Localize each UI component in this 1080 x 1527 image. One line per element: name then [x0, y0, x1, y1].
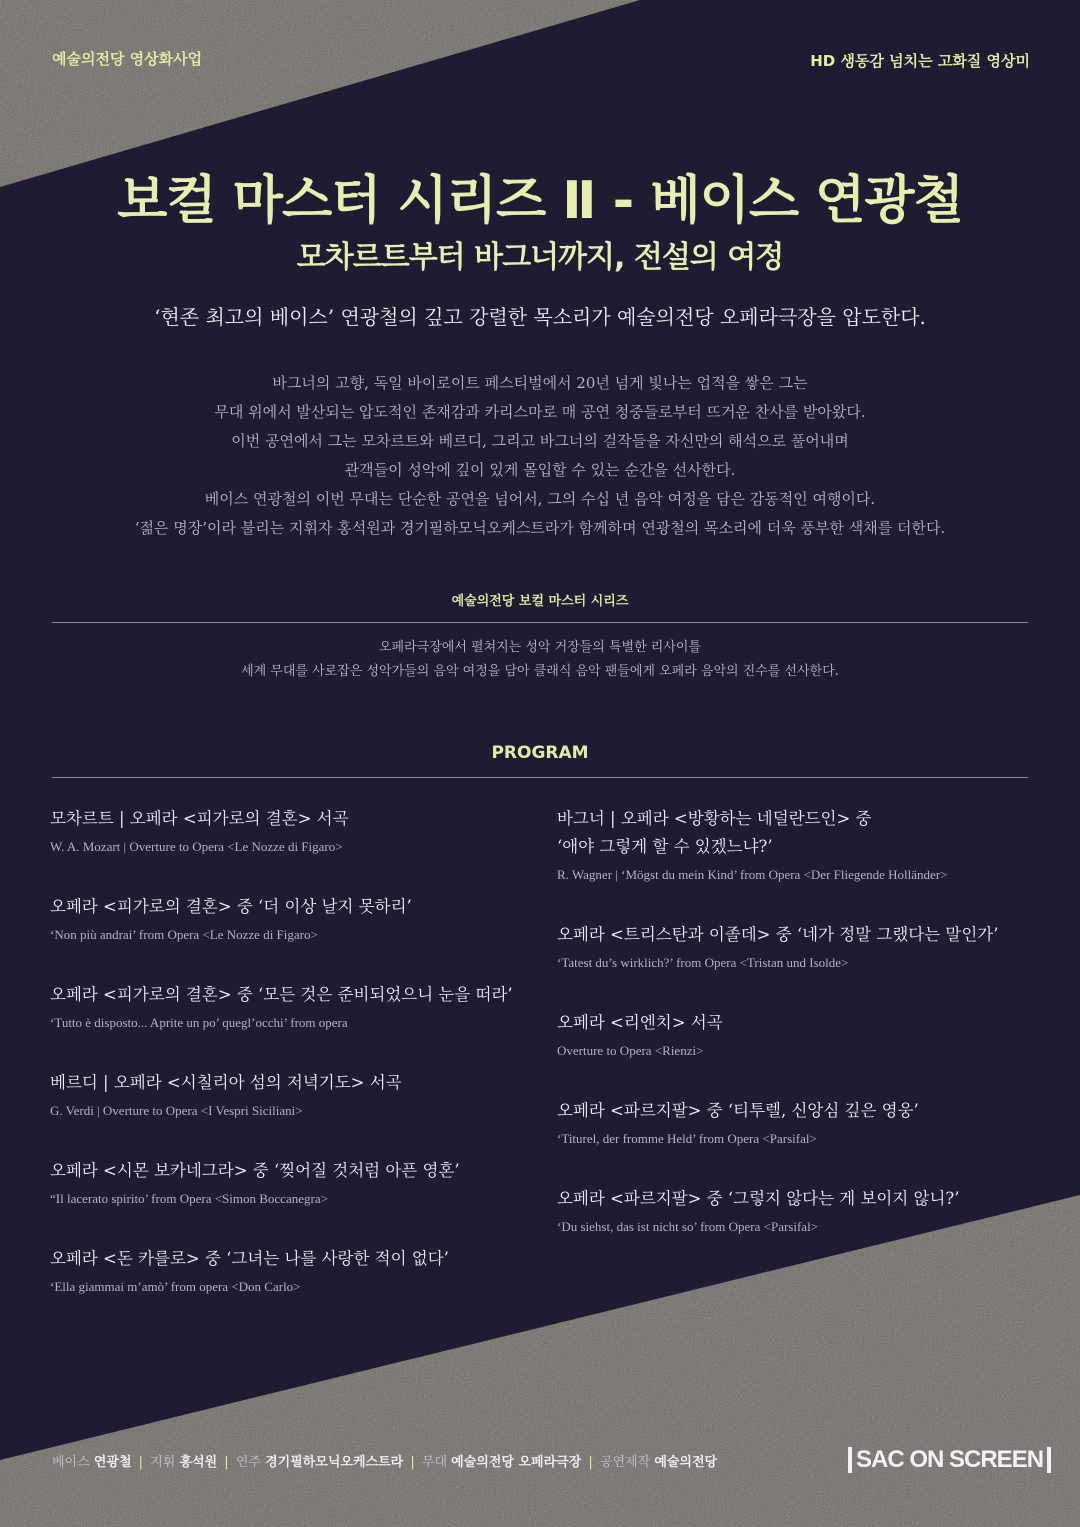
program-title-en: ‘Du siehst, das ist nicht so’ from Opera <Parsifal>	[557, 1219, 819, 1234]
series-desc-line: 세계 무대를 사로잡은 성악가들의 음악 여정을 담아 클래식 음악 팬들에게 오페라 음악의 진수를 선사한다.	[241, 664, 839, 679]
series-desc-line: 오페라극장에서 펼쳐지는 성악 거장들의 특별한 리사이틀	[378, 640, 702, 655]
page-title: 보컬 마스터 시리즈 Ⅱ - 베이스 연광철	[117, 171, 963, 231]
program-title-ko: 모차르트 | 오페라 <피가로의 결혼> 서곡	[50, 809, 349, 828]
program-title-en: ‘Titurel, der fromme Held’ from Opera <Parsifal>	[557, 1131, 817, 1146]
program-title-ko: ‘애야 그렇게 할 수 있겠느냐?’	[557, 837, 773, 856]
program-item	[557, 921, 1037, 973]
program-title-en: W. A. Mozart | Overture to Opera <Le Nozze di Figaro>	[50, 839, 343, 854]
program-title-ko: 오페라 <파르지팔> 중 ‘티투렐, 신앙심 깊은 영웅’	[557, 1101, 919, 1120]
program-title-ko: 오페라 <돈 카를로> 중 ‘그녀는 나를 사랑한 적이 없다’	[50, 1249, 449, 1268]
credit-name: 경기필하모닉오케스트라	[265, 1455, 404, 1470]
logo-bar	[1047, 1447, 1051, 1473]
program-title-ko: 오페라 <시몬 보카네그라> 중 ‘찢어질 것처럼 아픈 영혼’	[50, 1161, 460, 1180]
credit-separator: |	[410, 1455, 415, 1470]
intro-line: 이번 공연에서 그는 모차르트와 베르디, 그리고 바그너의 걸작들을 자신만의 해석으로 풀어내며	[231, 432, 849, 450]
credit-separator: |	[224, 1455, 229, 1470]
intro-paragraph	[40, 369, 1040, 543]
credit-name: 예술의전당	[654, 1455, 718, 1470]
program-item	[50, 981, 530, 1033]
page-subtitle: 모차르트부터 바그너까지, 전설의 여정	[296, 240, 784, 275]
program-heading: PROGRAM	[491, 743, 589, 763]
credit-name: 홍석원	[179, 1455, 218, 1470]
series-title: 예술의전당 보컬 마스터 시리즈	[451, 594, 629, 609]
credits-line	[52, 1451, 717, 1470]
program-title-en: ‘Non più andrai’ from Opera <Le Nozze di Figaro>	[50, 927, 318, 942]
divider	[52, 622, 1028, 623]
program-column-right	[557, 805, 1037, 1273]
program-item	[557, 1185, 1037, 1237]
program-title-en: ‘Tutto è disposto... Aprite un po’ quegl’occhi’ from opera	[50, 1015, 348, 1030]
org-label: 예술의전당 영상화사업	[52, 50, 203, 68]
program-item	[557, 1097, 1037, 1149]
program-title-en: R. Wagner | ‘Mögst du mein Kind’ from Opera <Der Fliegende Holländer>	[557, 867, 948, 882]
program-item	[50, 1157, 530, 1209]
divider	[52, 777, 1028, 778]
credit-role: 연주	[235, 1455, 261, 1470]
program-item	[50, 805, 530, 857]
program-title-ko: 오페라 <트리스탄과 이졸데> 중 ‘네가 정말 그랬다는 말인가’	[557, 925, 999, 944]
intro-line: 바그너의 고향, 독일 바이로이트 페스티벌에서 20년 넘게 빛나는 업적을 쌓은 그는	[272, 374, 808, 392]
program-item	[557, 805, 1037, 885]
program-item	[50, 893, 530, 945]
credit-name: 예술의전당 오페라극장	[451, 1455, 582, 1470]
program-title-en: Overture to Opera <Rienzi>	[557, 1043, 704, 1058]
credit-role: 지휘	[150, 1455, 176, 1470]
credit-role: 무대	[421, 1455, 448, 1470]
sac-on-screen-logo	[848, 1446, 1051, 1474]
program-column-left	[50, 805, 530, 1333]
program-title-ko: 베르디 | 오페라 <시칠리아 섬의 저녁기도> 서곡	[50, 1073, 402, 1092]
program-title-ko: 오페라 <피가로의 결혼> 중 ‘더 이상 날지 못하리’	[50, 897, 412, 916]
credit-separator: |	[588, 1455, 593, 1470]
program-title-ko: 오페라 <피가로의 결혼> 중 ‘모든 것은 준비되었으니 눈을 떠라’	[50, 985, 513, 1004]
program-title-ko: 바그너 | 오페라 <방황하는 네덜란드인> 중	[557, 809, 872, 828]
series-description	[0, 636, 1080, 684]
intro-line: ‘젊은 명장’이라 불리는 지휘자 홍석원과 경기필하모닉오케스트라가 함께하며 연광철의 목소리에 더욱 풍부한 색채를 더한다.	[134, 519, 946, 537]
intro-line: 베이스 연광철의 이번 무대는 단순한 공연을 넘어서, 그의 수십 년 음악 여정을 담은 감동적인 여행이다.	[204, 490, 876, 508]
credit-role: 공연제작	[599, 1455, 651, 1470]
intro-line: 무대 위에서 발산되는 압도적인 존재감과 카리스마로 매 공연 청중들로부터 뜨거운 찬사를 받아왔다.	[214, 403, 866, 421]
program-title-en: “Il lacerato spirito’ from Opera <Simon Boccanegra>	[50, 1191, 328, 1206]
program-title-ko: 오페라 <파르지팔> 중 ‘그렇지 않다는 게 보이지 않니?’	[557, 1189, 960, 1208]
credit-name: 연광철	[93, 1455, 132, 1470]
lead-tagline: ‘현존 최고의 베이스’ 연광철의 깊고 강렬한 목소리가 예술의전당 오페라극장을 압도한다.	[154, 305, 926, 329]
hd-tagline: HD 생동감 넘치는 고화질 영상미	[810, 52, 1030, 70]
program-title-ko: 오페라 <리엔치> 서곡	[557, 1013, 723, 1032]
program-item	[50, 1245, 530, 1297]
program-title-en: ‘Ella giammai m’amò’ from opera <Don Carlo>	[50, 1279, 301, 1294]
credit-role: 베이스	[52, 1455, 90, 1470]
program-item	[50, 1069, 530, 1121]
credit-separator: |	[138, 1455, 144, 1470]
program-title-en: ‘Tatest du’s wirklich?’ from Opera <Tristan und Isolde>	[557, 955, 849, 970]
program-item	[557, 1009, 1037, 1061]
program-title-en: G. Verdi | Overture to Opera <I Vespri Siciliani>	[50, 1103, 303, 1118]
intro-line: 관객들이 성악에 깊이 있게 몰입할 수 있는 순간을 선사한다.	[344, 461, 736, 479]
logo-text: SAC ON SCREEN	[856, 1446, 1044, 1473]
